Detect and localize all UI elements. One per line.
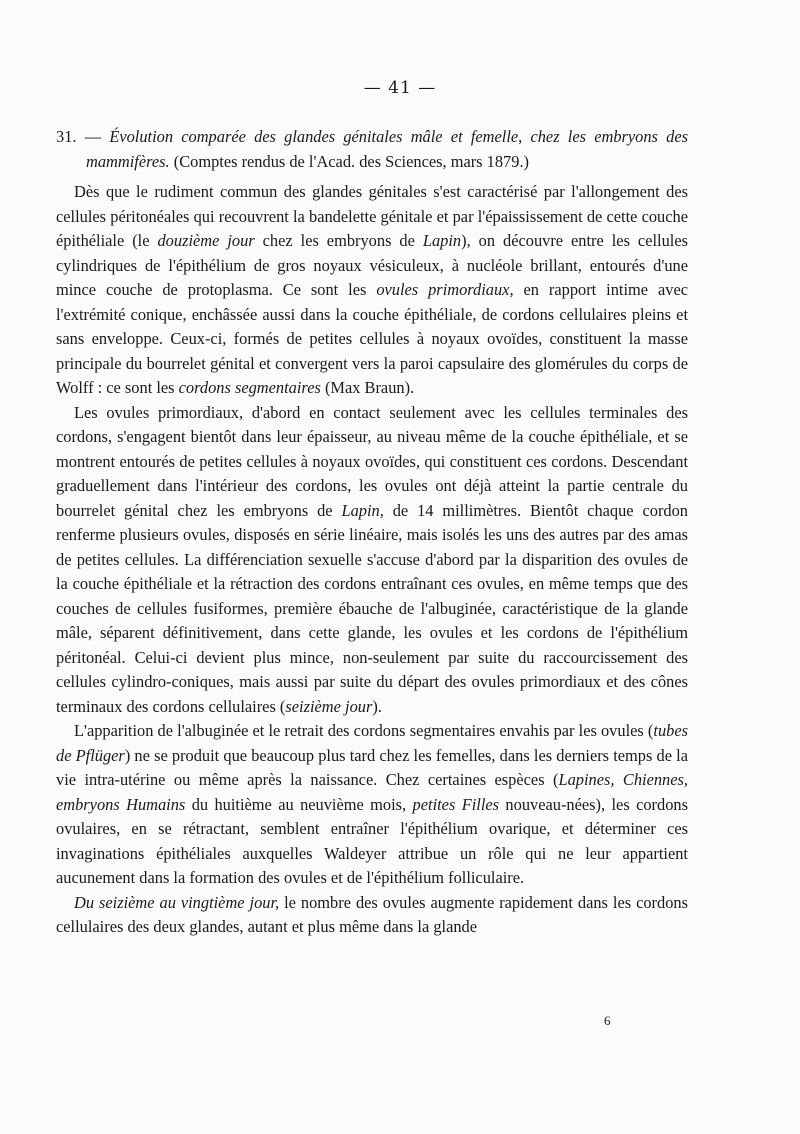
text-run: Les ovules primordiaux, d'abord en contact seulement avec les cellules terminales des cordons, s'engagent bientôt dans leur épaisseur, au niveau même de la couche épithéliale, et se montrent entourés de petites cellules à noyaux ovoïdes, qui constituent ces cordons. Descendant graduellement dans l'intérieur des cordons, les ovules ont déjà atteint la partie centrale du bourrelet génital chez les embryons de [56,402,688,520]
italic-text: petites Filles [412,794,500,814]
italic-text: douzième jour [157,231,255,250]
italic-text: tubes de Pflüger [56,721,688,765]
text-run: de 14 millimètres. Bientôt chaque cordon renferme plusieurs ovules, disposés en série linéaire, mais isolés les uns des autres par des amas de petites cellules. La différenciation sexuelle s'accuse d'abord par la disparition des ovules de la couche épithéliale et la rétraction des cordons entraînant ces ovules, en même temps que des couches de cellules fusiformes, première ébauche de l'albuginée, caractéristique de la glande mâle, séparent définitivement, dans cette glande, les ovules et les cordons de l'épithélium péritonéal. Celui-ci devient plus mince, non-seulement par suite du raccourcissement des cellules cylindro-coniques, mais aussi par suite du départ des ovules primordiaux et des cônes terminaux des cordons cellulaires ( [56,500,688,716]
text-run: le nombre des ovules augmente rapidement dans les cordons cellulaires des deux glandes, autant et plus même dans la glande [56,892,688,936]
entry-header [56,125,688,174]
text-run: ), on découvre entre les cellules cylindriques de l'épithélium de gros noyaux vésiculeux, à nucléole brillant, entourés d'une mince couche de protoplasma. Ce sont les [56,231,688,299]
page-number: — 41 — [363,78,437,98]
text-run: Dès que le rudiment commun des glandes génitales s'est caractérisé par l'allongement des cellules péritonéales qui recouvrent la bandelette génitale et par l'épaississement de cette couche épithéliale (le [56,182,688,250]
italic-text: Lapines, Chiennes, embryons Humains [56,770,688,814]
italic-text: Lapin, [341,500,384,520]
signature-mark: 6 [604,1013,611,1028]
article-body [56,125,688,940]
italic-text: cordons segmentaires [178,378,321,397]
text-run: chez les embryons de [254,231,423,250]
text-run: L'apparition de l'albuginée et le retrait des cordons segmentaires envahis par les ovules ( [74,721,654,740]
text-run: nouveau-nées), les cordons ovulaires, en se rétractant, semblent entraîner l'épithélium ovarique, et déterminer ces invaginations épithéliales auxquelles Waldeyer attribue un rôle qui ne leur appartient aucunement dans la formation des ovules et de l'épithélium folliculaire. [56,794,688,887]
entry-reference: (Comptes rendus de l'Acad. des Sciences, mars 1879.) [173,151,529,171]
italic-text: seizième jour [285,696,373,716]
italic-text: Du seizième au vingtième jour, [74,892,280,912]
text-run: (Max Braun). [320,378,415,397]
paragraph [56,719,688,891]
italic-text: ovules primordiaux, [376,280,514,299]
text-run: du huitième au neuvième mois, [185,794,413,814]
paragraph [56,891,688,940]
paragraph [56,180,688,401]
text-run: ) ne se produit que beaucoup plus tard chez les femelles, dans les derniers temps de la vie intra-utérine ou même après la naissance. Chez certaines espèces ( [56,745,689,789]
entry-number: 31. — [56,127,102,146]
paragraphs [56,180,688,940]
paragraph [56,401,688,720]
entry-title: Évolution comparée des glandes génitales mâle et femelle, chez les embryons des mammifères. [86,127,688,171]
italic-text: Lapin [422,231,462,250]
text-run: ). [372,696,382,716]
text-run: en rapport intime avec l'extrémité conique, enchâssée aussi dans la couche épithéliale, de cordons cellulaires pleins et sans enveloppe. Ceux-ci, formés de petites cellules à noyaux ovoïdes, constituent la masse principale du bourrelet génital et convergent vers la paroi capsulaire des glomérules du corps de Wolff : ce sont les [56,280,688,397]
